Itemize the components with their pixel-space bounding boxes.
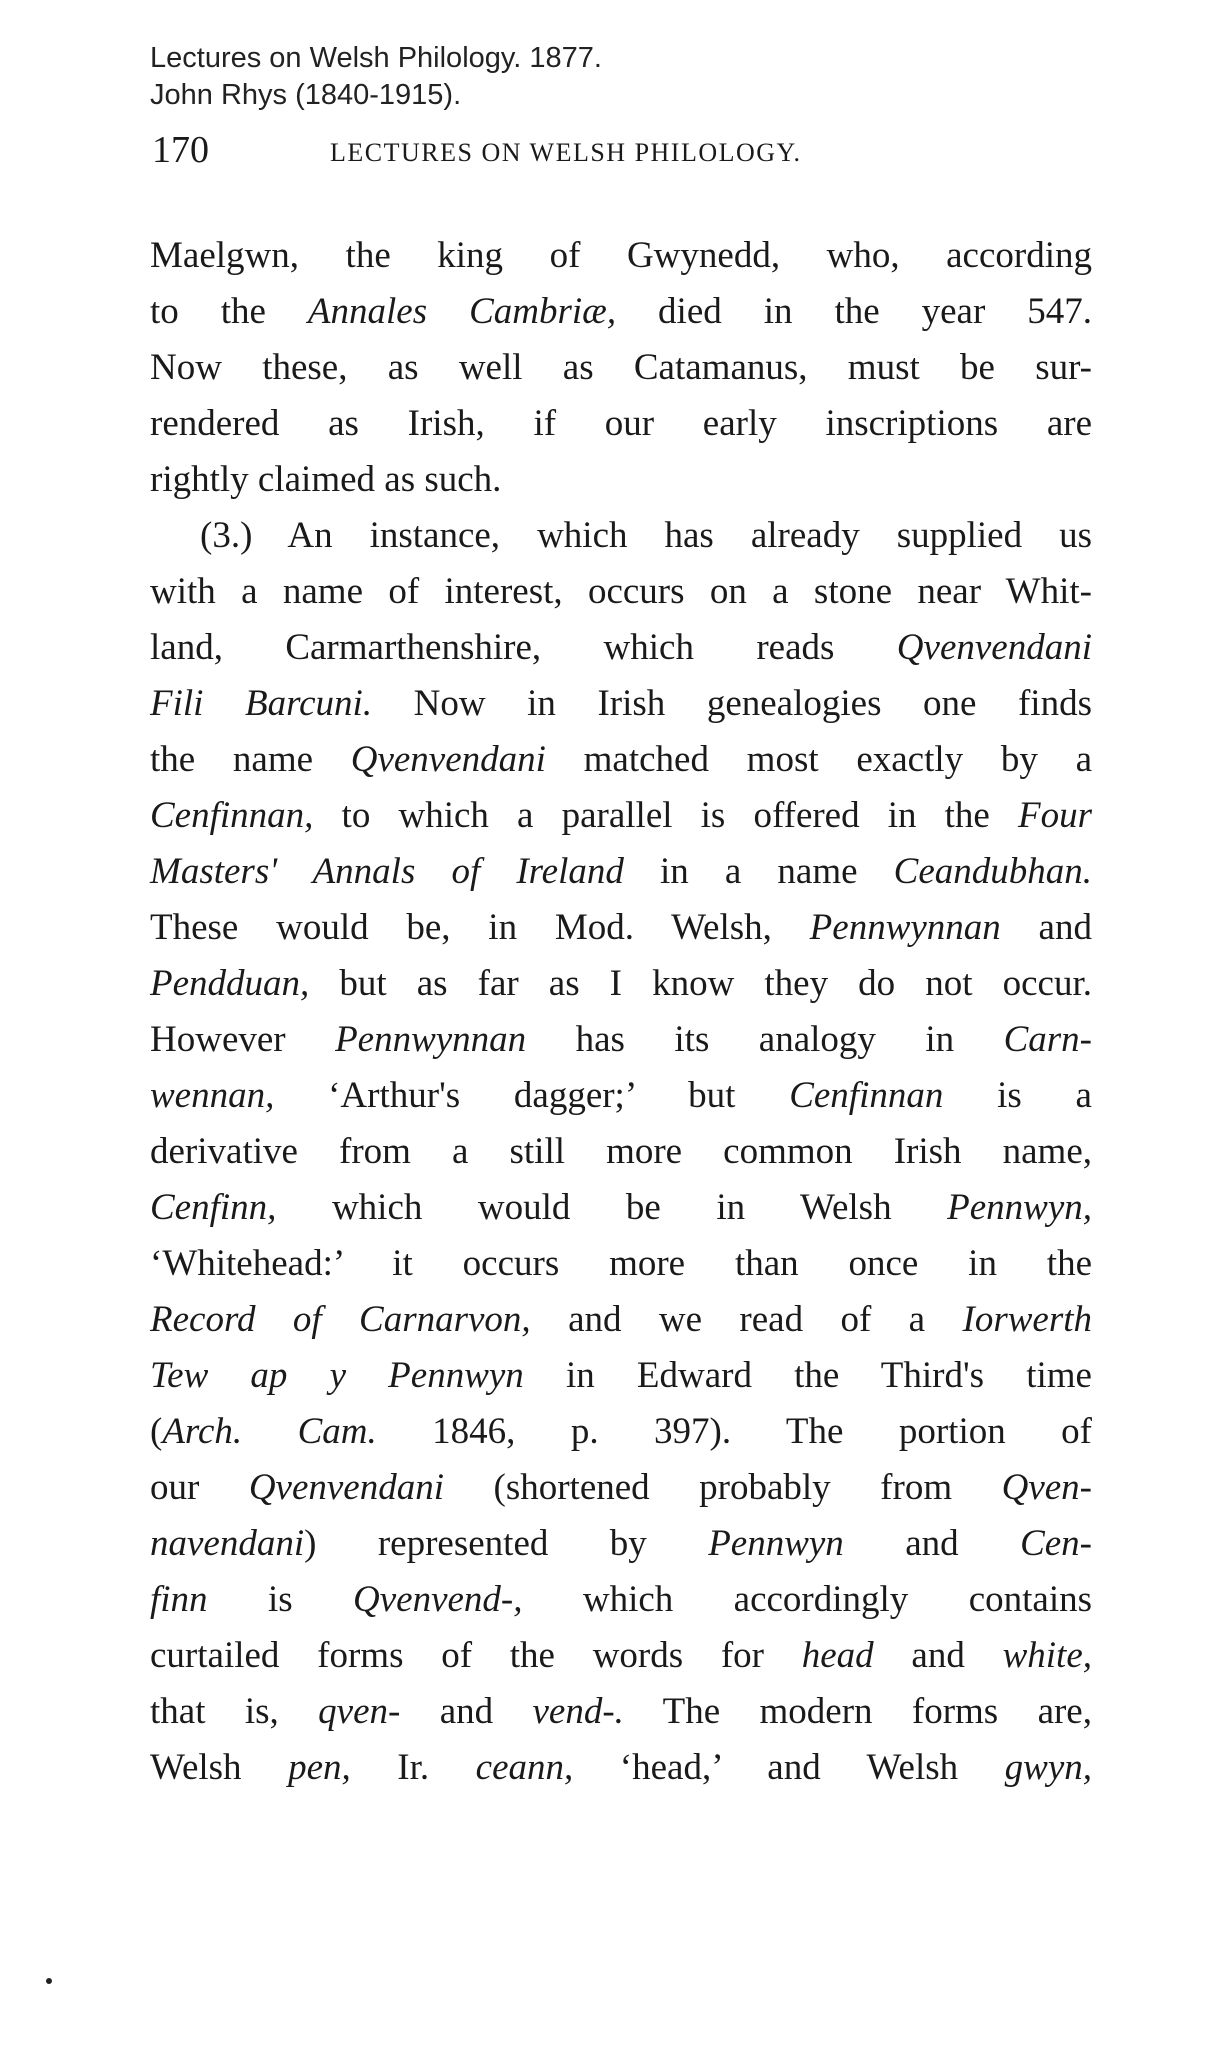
text-line: Record of Carnarvon, and we read of a Iorwerth (150, 1299, 1092, 1340)
text-line: Now these, as well as Catamanus, must be sur- (150, 347, 1092, 388)
text-line: curtailed forms of the words for head and white, (150, 1635, 1092, 1676)
running-title: LECTURES ON WELSH PHILOLOGY. (330, 138, 802, 167)
text-line: Cenfinn, which would be in Welsh Pennwyn, (150, 1187, 1092, 1228)
text-line: that is, qven- and vend-. The modern forms are, (150, 1691, 1092, 1732)
text-line: to the Annales Cambriæ, died in the year 547. (150, 291, 1092, 332)
text-line: rendered as Irish, if our early inscriptions are (150, 403, 1092, 444)
text-line: Tew ap y Pennwyn in Edward the Third's time (150, 1355, 1092, 1396)
running-header (152, 128, 1102, 188)
source-author: John Rhys (1840-1915). (150, 79, 462, 111)
text-line: the name Qvenvendani matched most exactly by a (150, 739, 1092, 780)
scan-speck (46, 1978, 52, 1984)
text-line: (3.) An instance, which has already supplied us (200, 515, 1092, 556)
text-line: our Qvenvendani (shortened probably from Qven- (150, 1467, 1092, 1508)
text-line: derivative from a still more common Irish name, (150, 1131, 1092, 1172)
text-line: land, Carmarthenshire, which reads Qvenvendani (150, 627, 1092, 668)
text-line: Maelgwn, the king of Gwynedd, who, according (150, 235, 1092, 276)
text-line: wennan, ‘Arthur's dagger;’ but Cenfinnan is a (150, 1075, 1092, 1116)
text-line: These would be, in Mod. Welsh, Pennwynnan and (150, 907, 1092, 948)
text-line: Masters' Annals of Ireland in a name Ceandubhan. (150, 851, 1092, 892)
text-line: finn is Qvenvend-, which accordingly contains (150, 1579, 1092, 1620)
text-line: navendani) represented by Pennwyn and Cen- (150, 1523, 1092, 1564)
text-line: ‘Whitehead:’ it occurs more than once in the (150, 1243, 1092, 1284)
page-number: 170 (152, 129, 209, 171)
text-line: Cenfinnan, to which a parallel is offered in the Four (150, 795, 1092, 836)
text-line: (Arch. Cam. 1846, p. 397). The portion of (150, 1411, 1092, 1452)
source-title: Lectures on Welsh Philology. 1877. (150, 42, 602, 74)
text-line: Pendduan, but as far as I know they do not occur. (150, 963, 1092, 1004)
text-line: Fili Barcuni. Now in Irish genealogies one finds (150, 683, 1092, 724)
text-line: rightly claimed as such. (150, 459, 502, 500)
text-line: with a name of interest, occurs on a stone near Whit- (150, 571, 1092, 612)
text-line: Welsh pen, Ir. ceann, ‘head,’ and Welsh gwyn, (150, 1747, 1092, 1788)
body-text (150, 228, 1092, 1796)
text-line: However Pennwynnan has its analogy in Carn- (150, 1019, 1093, 1060)
source-citation (150, 40, 602, 114)
